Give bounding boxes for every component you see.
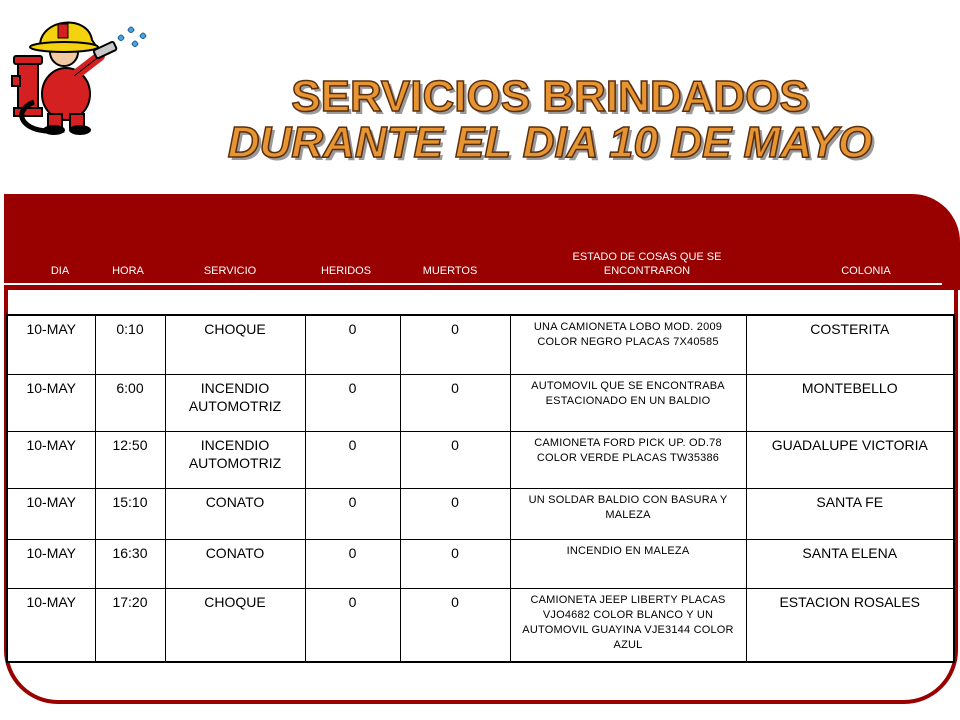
cell-heridos: 0 bbox=[305, 374, 400, 431]
cell-colonia: GUADALUPE VICTORIA bbox=[746, 431, 954, 488]
cell-heridos: 0 bbox=[305, 315, 400, 374]
cell-hora: 12:50 bbox=[95, 431, 165, 488]
cell-estado: CAMIONETA JEEP LIBERTY PLACAS VJO4682 COLOR BLANCO Y UN AUTOMOVIL GUAYINA VJE3144 COLOR AZUL bbox=[510, 588, 746, 662]
cell-hora: 17:20 bbox=[95, 588, 165, 662]
services-table-body bbox=[7, 315, 954, 662]
cell-heridos: 0 bbox=[305, 539, 400, 588]
cell-heridos: 0 bbox=[305, 431, 400, 488]
cell-colonia: COSTERITA bbox=[746, 315, 954, 374]
cell-dia: 10-MAY bbox=[7, 315, 95, 374]
cell-estado: AUTOMOVIL QUE SE ENCONTRABA ESTACIONADO EN UN BALDIO bbox=[510, 374, 746, 431]
column-header-colonia: COLONIA bbox=[841, 265, 891, 277]
cell-hora: 0:10 bbox=[95, 315, 165, 374]
cell-servicio: CONATO bbox=[165, 488, 305, 539]
column-header-muertos: MUERTOS bbox=[422, 265, 478, 277]
column-header-hora: HORA bbox=[112, 265, 144, 277]
cell-hora: 15:10 bbox=[95, 488, 165, 539]
column-header-dia: DIA bbox=[50, 265, 70, 277]
cell-dia: 10-MAY bbox=[7, 374, 95, 431]
cell-estado: UN SOLDAR BALDIO CON BASURA Y MALEZA bbox=[510, 488, 746, 539]
column-header-servicio: SERVICIO bbox=[203, 265, 257, 277]
table-row bbox=[7, 315, 954, 374]
cell-hora: 6:00 bbox=[95, 374, 165, 431]
cell-estado: INCENDIO EN MALEZA bbox=[510, 539, 746, 588]
page-subtitle: DURANTE EL DIA 10 DE MAYO bbox=[227, 118, 873, 167]
table-row bbox=[7, 374, 954, 431]
cell-colonia: MONTEBELLO bbox=[746, 374, 954, 431]
services-table bbox=[6, 314, 955, 663]
cell-dia: 10-MAY bbox=[7, 539, 95, 588]
cell-dia: 10-MAY bbox=[7, 488, 95, 539]
page-title: SERVICIOS BRINDADOS bbox=[291, 72, 809, 121]
cell-heridos: 0 bbox=[305, 588, 400, 662]
table-row bbox=[7, 431, 954, 488]
cell-servicio: INCENDIO AUTOMOTRIZ bbox=[165, 374, 305, 431]
header-divider bbox=[4, 283, 942, 285]
cell-muertos: 0 bbox=[400, 539, 510, 588]
column-header-heridos: HERIDOS bbox=[320, 265, 372, 277]
cell-hora: 16:30 bbox=[95, 539, 165, 588]
column-header-estado: ESTADO DE COSAS QUE SE ENCONTRARON bbox=[572, 251, 722, 277]
cell-colonia: SANTA FE bbox=[746, 488, 954, 539]
cell-servicio: CONATO bbox=[165, 539, 305, 588]
cell-muertos: 0 bbox=[400, 315, 510, 374]
cell-muertos: 0 bbox=[400, 488, 510, 539]
cell-colonia: SANTA ELENA bbox=[746, 539, 954, 588]
cell-dia: 10-MAY bbox=[7, 431, 95, 488]
cell-servicio: INCENDIO AUTOMOTRIZ bbox=[165, 431, 305, 488]
cell-muertos: 0 bbox=[400, 588, 510, 662]
cell-servicio: CHOQUE bbox=[165, 315, 305, 374]
cell-colonia: ESTACION ROSALES bbox=[746, 588, 954, 662]
cell-muertos: 0 bbox=[400, 374, 510, 431]
cell-estado: CAMIONETA FORD PICK UP. OD.78 COLOR VERDE PLACAS TW35386 bbox=[510, 431, 746, 488]
cell-muertos: 0 bbox=[400, 431, 510, 488]
cell-estado: UNA CAMIONETA LOBO MOD. 2009 COLOR NEGRO PLACAS 7X40585 bbox=[510, 315, 746, 374]
table-row bbox=[7, 588, 954, 662]
cell-dia: 10-MAY bbox=[7, 588, 95, 662]
table-row bbox=[7, 488, 954, 539]
table-row bbox=[7, 539, 954, 588]
cell-servicio: CHOQUE bbox=[165, 588, 305, 662]
cell-heridos: 0 bbox=[305, 488, 400, 539]
